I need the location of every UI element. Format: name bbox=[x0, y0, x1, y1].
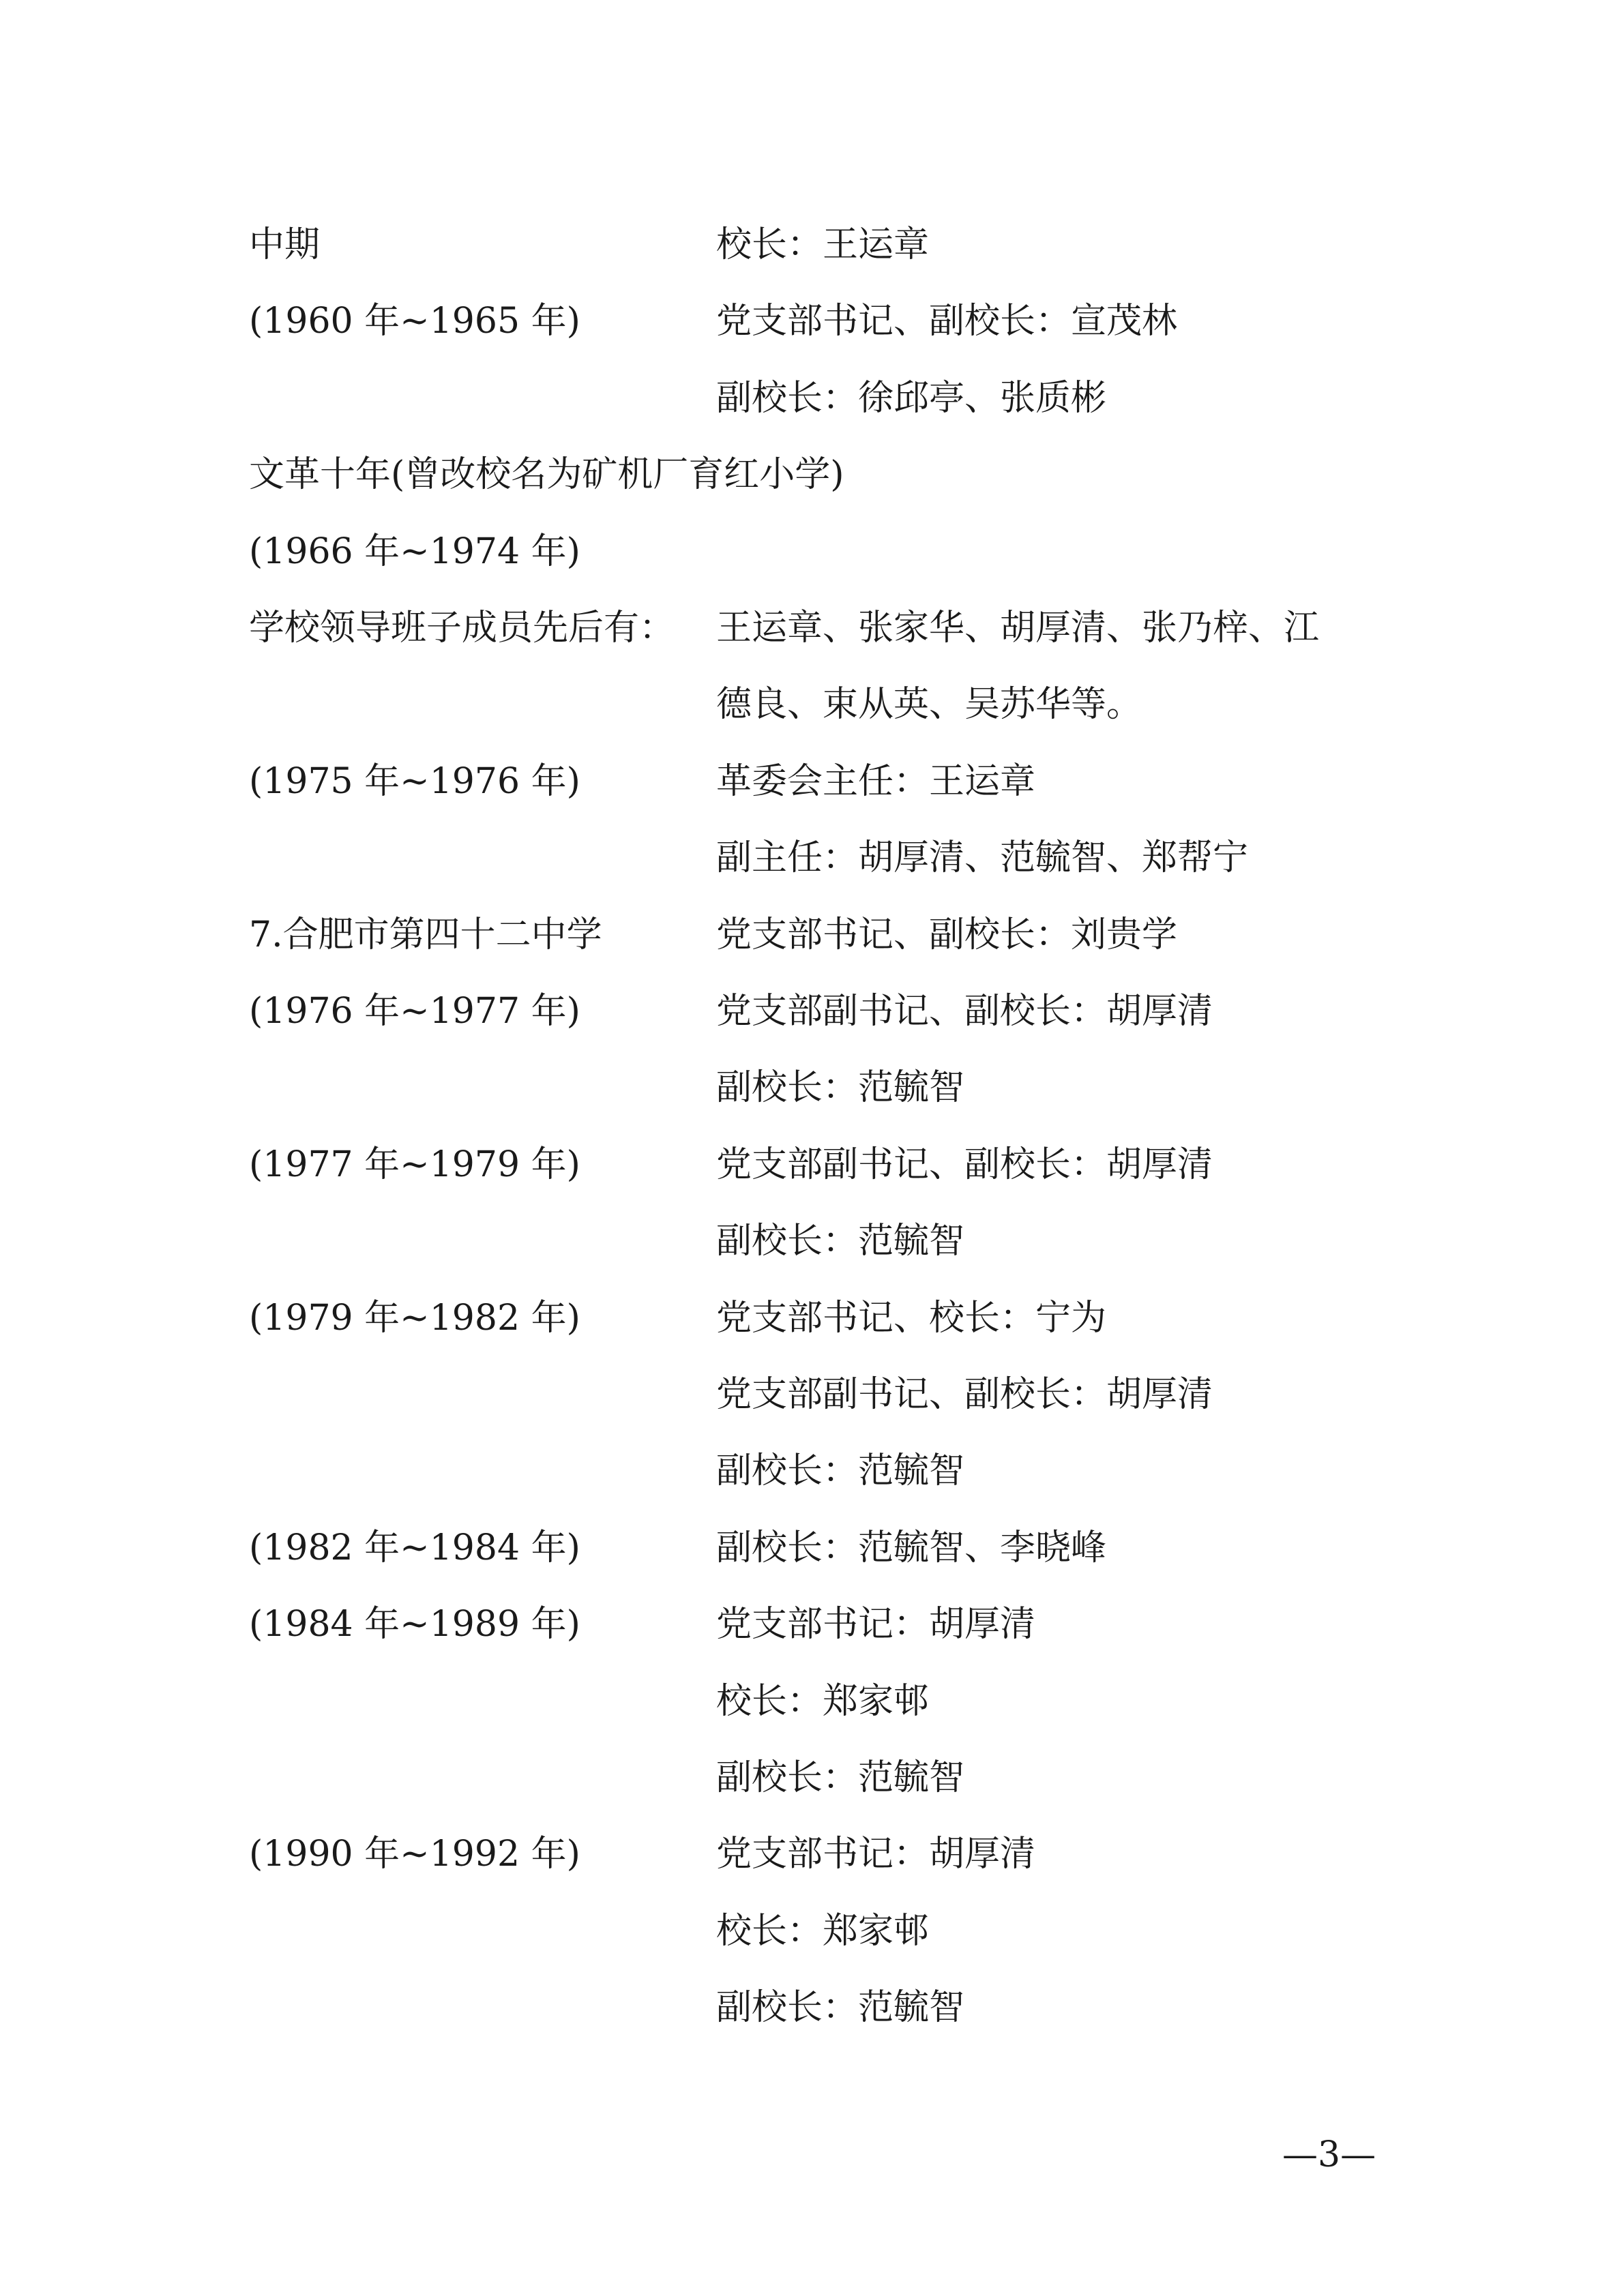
period-label: (1960 年~1965 年) bbox=[249, 301, 580, 342]
officials-text: 副主任：胡厚清、范毓智、郑帮宁 bbox=[716, 837, 1249, 878]
period-label: 7.合肥市第四十二中学 bbox=[249, 914, 602, 955]
officials-text: 党支部书记：胡厚清 bbox=[716, 1604, 1036, 1645]
list-row bbox=[249, 666, 1408, 743]
officials-text: 党支部书记、副校长：刘贵学 bbox=[716, 914, 1178, 955]
list-row bbox=[249, 436, 1408, 513]
officials-text: 副校长：范毓智 bbox=[716, 1450, 965, 1491]
list-row bbox=[249, 1049, 1408, 1126]
officials-text: 校长：王运章 bbox=[716, 224, 930, 265]
list-row bbox=[249, 897, 1408, 973]
list-row bbox=[249, 360, 1408, 436]
list-row bbox=[249, 207, 1408, 283]
officials-text: 党支部书记、副校长：宣茂林 bbox=[716, 301, 1178, 342]
officials-text: 党支部副书记、副校长：胡厚清 bbox=[716, 1144, 1213, 1185]
officials-text: 副校长：范毓智 bbox=[716, 1221, 965, 1262]
list-row bbox=[249, 1280, 1408, 1356]
period-label: 文革十年(曾改校名为矿机厂育红小学) bbox=[249, 454, 844, 495]
list-row bbox=[249, 590, 1408, 666]
list-row bbox=[249, 1740, 1408, 1816]
list-row bbox=[249, 743, 1408, 820]
list-row bbox=[249, 513, 1408, 590]
officials-text: 德良、束从英、吴苏华等。 bbox=[716, 684, 1142, 725]
officials-text: 革委会主任：王运章 bbox=[716, 761, 1036, 802]
period-label: (1982 年~1984 年) bbox=[249, 1527, 580, 1568]
period-label: (1975 年~1976 年) bbox=[249, 761, 580, 802]
officials-text: 副校长：徐邱亭、张质彬 bbox=[716, 378, 1107, 419]
list-row bbox=[249, 1663, 1408, 1740]
page-number: —3— bbox=[1282, 2134, 1376, 2175]
list-row bbox=[249, 820, 1408, 896]
officials-text: 党支部副书记、副校长：胡厚清 bbox=[716, 1374, 1213, 1415]
period-label: (1984 年~1989 年) bbox=[249, 1604, 580, 1645]
period-label: (1976 年~1977 年) bbox=[249, 991, 580, 1032]
officials-text: 校长：郑家邨 bbox=[716, 1681, 930, 1722]
period-label: (1990 年~1992 年) bbox=[249, 1834, 580, 1875]
officials-text: 王运章、张家华、胡厚清、张乃梓、江 bbox=[716, 608, 1320, 648]
list-row bbox=[249, 973, 1408, 1049]
period-label: 中期 bbox=[249, 224, 321, 265]
officials-text: 副校长：范毓智 bbox=[716, 1987, 965, 2028]
period-label: (1979 年~1982 年) bbox=[249, 1298, 580, 1339]
list-row bbox=[249, 1433, 1408, 1509]
period-label: (1977 年~1979 年) bbox=[249, 1144, 580, 1185]
list-row bbox=[249, 1356, 1408, 1433]
officials-text: 副校长：范毓智、李晓峰 bbox=[716, 1527, 1107, 1568]
period-label: (1966 年~1974 年) bbox=[249, 531, 580, 572]
officials-text: 副校长：范毓智 bbox=[716, 1757, 965, 1798]
officials-text: 党支部书记、校长：宁为 bbox=[716, 1298, 1107, 1339]
list-row bbox=[249, 283, 1408, 359]
list-row bbox=[249, 1586, 1408, 1663]
officials-text: 副校长：范毓智 bbox=[716, 1067, 965, 1108]
officials-text: 党支部副书记、副校长：胡厚清 bbox=[716, 991, 1213, 1032]
period-label: 学校领导班子成员先后有： bbox=[249, 608, 675, 648]
list-row bbox=[249, 1510, 1408, 1586]
list-row bbox=[249, 1893, 1408, 1969]
list-row bbox=[249, 1816, 1408, 1892]
list-row bbox=[249, 1203, 1408, 1279]
list-row bbox=[249, 1127, 1408, 1203]
officials-text: 校长：郑家邨 bbox=[716, 1911, 930, 1952]
officials-text: 党支部书记：胡厚清 bbox=[716, 1834, 1036, 1875]
list-row bbox=[249, 1969, 1408, 2046]
